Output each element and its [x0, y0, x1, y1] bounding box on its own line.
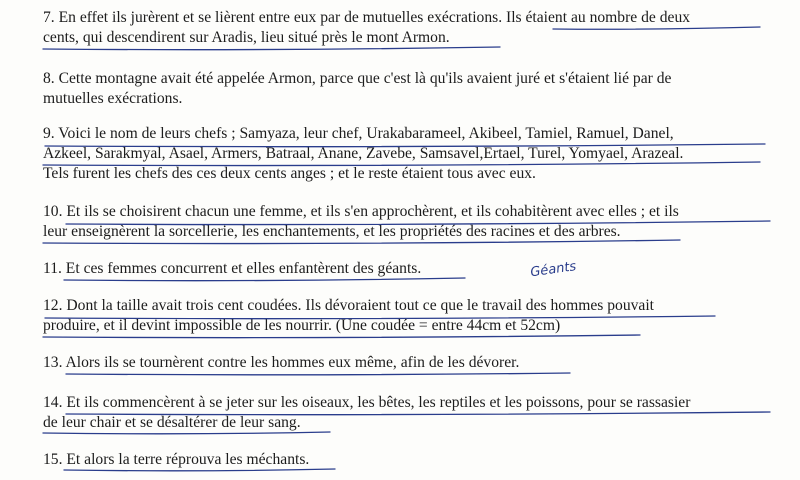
paragraph-14 [43, 393, 783, 433]
paragraph-9-line-1: 9. Voici le nom de leurs chefs ; Samyaza, leur chef, Urakabarameel, Akibeel, Tamiel, Ramuel, Danel, [43, 125, 674, 142]
paragraph-14-line-2: de leur chair et se désaltérer de leur sang. [43, 414, 301, 431]
paragraph-11 [43, 259, 783, 279]
paragraph-10-line-2: leur enseignèrent la sorcellerie, les enchantements, et les propriétés des racines et des arbres. [43, 223, 621, 240]
paragraph-15 [43, 450, 783, 470]
paragraph-9-line-2: Azkeel, Sarakmyal, Asael, Armers, Batraal, Anane, Zavebe, Samsavel,Ertael, Turel, Yomyael, Arazeal. [43, 145, 684, 162]
paragraph-9 [43, 124, 783, 184]
paragraph-13-line-1: 13. Alors ils se tournèrent contre les hommes eux même, afin de les dévorer. [43, 354, 520, 371]
paragraph-12-line-2: produire, et il devint impossible de les nourrir. (Une coudée = entre 44cm et 52cm) [43, 317, 561, 334]
paragraph-7-line-2: cents, qui descendirent sur Aradis, lieu situé près le mont Armon. [43, 29, 450, 46]
paragraph-8 [43, 69, 783, 109]
paragraph-12 [43, 296, 783, 336]
paragraph-8-line-2: mutuelles exécrations. [43, 90, 183, 107]
paragraph-11-line-1: 11. Et ces femmes concurrent et elles enfantèrent des géants. [43, 260, 422, 277]
paragraph-10 [43, 202, 783, 242]
paragraph-12-line-1: 12. Dont la taille avait trois cent coudées. Ils dévoraient tout ce que le travail des hommes pouvait [43, 297, 655, 314]
underline-p13 [66, 373, 570, 375]
paragraph-7 [43, 8, 783, 48]
paragraph-9-line-3: Tels furent les chefs des ces deux cents anges ; et le reste étaient tous avec eux. [43, 165, 536, 182]
paragraph-8-line-1: 8. Cette montagne avait été appelée Armon, parce que c'est là qu'ils avaient juré et s'étaient lié par de [43, 70, 672, 87]
paragraph-7-line-1: 7. En effet ils jurèrent et se lièrent entre eux par de mutuelles exécrations. Ils étaient au nombre de deux [43, 9, 691, 26]
paragraph-13 [43, 353, 783, 373]
paragraph-10-line-1: 10. Et ils se choisirent chacun une femme, et ils s'en approchèrent, et ils cohabitèrent avec elles ; et ils [43, 203, 679, 220]
paragraph-14-line-1: 14. Et ils commencèrent à se jeter sur les oiseaux, les bêtes, les reptiles et les poissons, pour se rassasier [43, 394, 691, 411]
paragraph-15-line-1: 15. Et alors la terre réprouva les méchants. [43, 451, 310, 468]
handwritten-margin-note: Géants [529, 259, 578, 281]
